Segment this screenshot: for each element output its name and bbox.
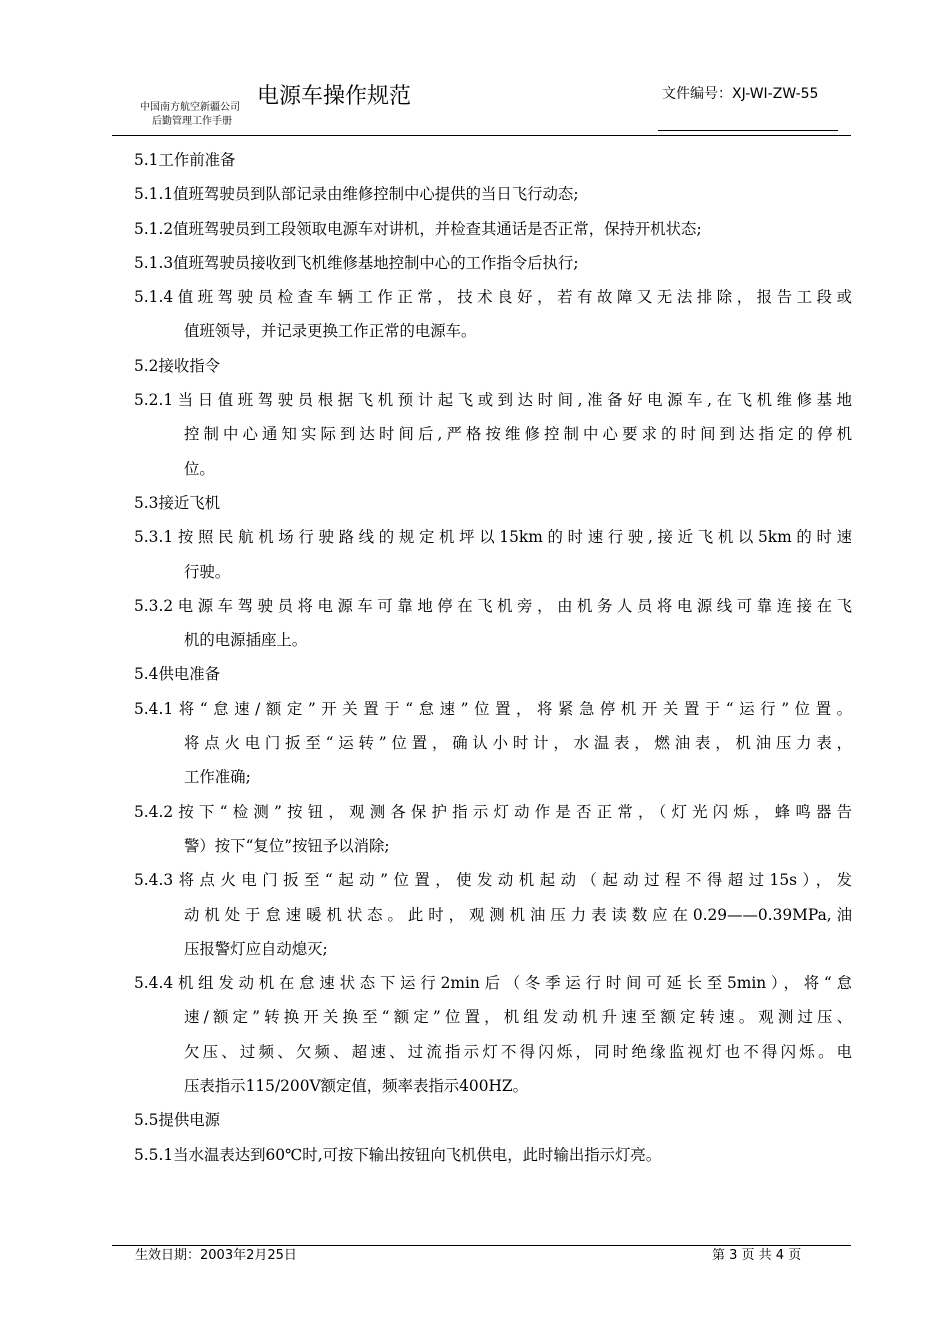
clause-line: 5.5.1当水温表达到60℃时,可按下输出按钮向飞机供电，此时输出指示灯亮。	[134, 1145, 662, 1164]
header-rule	[112, 135, 851, 136]
clause-continuation: 位。	[184, 459, 215, 478]
clause-line: 5.1.3值班驾驶员接收到飞机维修基地控制中心的工作指令后执行;	[134, 253, 579, 272]
section-heading: 5.2接收指令	[134, 356, 221, 375]
clause-continuation: 压表指示115/200V额定值，频率表指示400HZ。	[184, 1077, 529, 1096]
clause-line: 5.1.1值班驾驶员到队部记录由维修控制中心提供的当日飞行动态;	[134, 185, 579, 204]
clause-line: 5.1.4值班驾驶员检查车辆工作正常，技术良好，若有故障又无法排除，报告工段或	[134, 288, 852, 307]
clause-continuation: 动机处于怠速暖机状态。此时，观测机油压力表读数应在0.29——0.39MPa,油	[184, 905, 852, 924]
clause-line: 5.4.3将点火电门扳至“起动”位置，使发动机起动（起动过程不得超过15s），发	[134, 871, 852, 890]
clause-continuation: 欠压、过频、欠频、超速、过流指示灯不得闪烁，同时绝缘监视灯也不得闪烁。电	[184, 1042, 852, 1061]
clause-line: 5.3.1按照民航机场行驶路线的规定机坪以15km的时速行驶,接近飞机以5km的时速	[134, 528, 852, 547]
clause-line: 5.4.2按下“检测”按钮，观测各保护指示灯动作是否正常，（灯光闪烁，蜂鸣器告	[134, 802, 852, 821]
page-number: 第 3 页 共 4 页	[712, 1248, 802, 1263]
section-heading: 5.3接近飞机	[134, 493, 221, 512]
clause-continuation: 工作准确;	[184, 768, 251, 787]
clause-line: 5.4.1将“怠速/额定”开关置于“怠速”位置，将紧急停机开关置于“运行”位置。	[134, 699, 852, 718]
manual-name: 后勤管理工作手册	[152, 116, 232, 127]
document-body	[134, 143, 852, 1172]
clause-continuation: 控制中心通知实际到达时间后,严格按维修控制中心要求的时间到达指定的停机	[184, 425, 852, 444]
clause-line: 5.2.1当日值班驾驶员根据飞机预计起飞或到达时间,准备好电源车,在飞机维修基地	[134, 391, 852, 410]
document-number: 文件编号：XJ-WI-ZW-55	[662, 86, 819, 102]
clause-continuation: 机的电源插座上。	[184, 631, 308, 650]
effective-date: 生效日期：2003年2月25日	[135, 1248, 297, 1263]
document-title: 电源车操作规范	[257, 84, 412, 109]
clause-line: 5.1.2值班驾驶员到工段领取电源车对讲机，并检查其通话是否正常，保持开机状态;	[134, 219, 702, 238]
company-name: 中国南方航空新疆公司	[140, 102, 240, 113]
clause-continuation: 将点火电门扳至“运转”位置，确认小时计，水温表，燃油表，机油压力表，	[184, 734, 852, 753]
clause-continuation: 速/额定”转换开关换至“额定”位置，机组发动机升速至额定转速。观测过压、	[184, 1008, 852, 1027]
section-heading: 5.4供电准备	[134, 665, 221, 684]
clause-line: 5.4.4机组发动机在怠速状态下运行2min后（冬季运行时间可延长至5min），将“怠	[134, 974, 852, 993]
section-heading: 5.5提供电源	[134, 1111, 221, 1130]
document-number-underline	[658, 130, 838, 131]
clause-continuation: 行驶。	[184, 562, 231, 581]
clause-continuation: 值班领导，并记录更换工作正常的电源车。	[184, 322, 477, 341]
clause-line: 5.3.2电源车驾驶员将电源车可靠地停在飞机旁，由机务人员将电源线可靠连接在飞	[134, 596, 852, 615]
section-heading: 5.1工作前准备	[134, 151, 236, 169]
footer-rule	[112, 1245, 851, 1246]
clause-continuation: 警）按下“复位”按钮予以消除;	[184, 836, 390, 855]
clause-continuation: 压报警灯应自动熄灭;	[184, 939, 328, 958]
